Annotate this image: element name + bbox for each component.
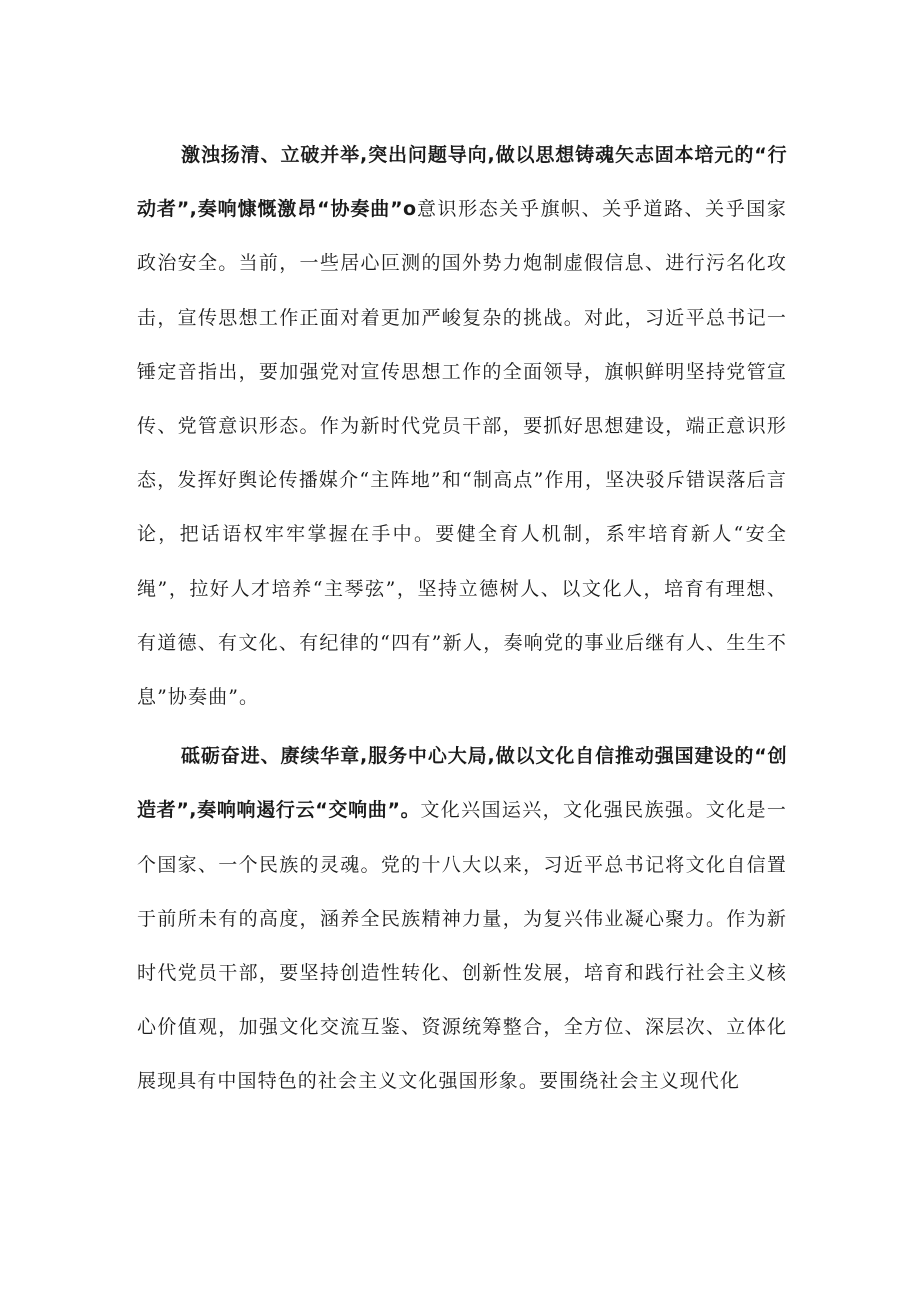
- paragraph-1-body: 意识形态关乎旗帜、关乎道路、关乎国家政治安全。当前，一些居心叵测的国外势力炮制虚假信息、进行污名化攻击，宣传思想工作正面对着更加严峻复杂的挑战。对此，习近平总书记一锤定音指出，要加强党对宣传思想工作的全面领导，旗帜鲜明坚持党管宣传、党管意识形态。作为新时代党员干部，要抓好思想建设，端正意识形态，发挥好舆论传播媒介“主阵地”和“制高点”作用，坚决驳斥错误落后言论，把话语权牢牢掌握在手中。要健全育人机制，系牢培育新人“安全绳”，拉好人才培养“主琴弦”，坚持立德树人、以文化人，培育有理想、有道德、有文化、有纪律的“四有”新人，奏响党的事业后继有人、生生不息”协奏曲”。: [137, 198, 787, 709]
- paragraph-1: [137, 128, 787, 724]
- paragraph-2: [137, 729, 787, 1108]
- paragraph-2-body: 文化兴国运兴，文化强民族强。文化是一个国家、一个民族的灵魂。党的十八大以来，习近平总书记将文化自信置于前所未有的高度，涵养全民族精神力量，为复兴伟业凝心聚力。作为新时代党员干部，要坚持创造性转化、创新性发展，培育和践行社会主义核心价值观，加强文化交流互鉴、资源统筹整合，全方位、深层次、立体化展现具有中国特色的社会主义文化强国形象。要围绕社会主义现代化: [137, 799, 787, 1093]
- paragraph-2-lead: 砥砺奋进、赓续华章,服务中心大局,做以文化自信推动强国建设的“创造者”,奏响响遏行云“交响曲”。: [137, 745, 787, 822]
- paragraph-1-lead: 激浊扬清、立破并举,突出问题导向,做以思想铸魂矢志固本培元的“行动者”,奏响慷慨激昂“协奏曲”o: [137, 144, 787, 221]
- article-body: [137, 128, 787, 1109]
